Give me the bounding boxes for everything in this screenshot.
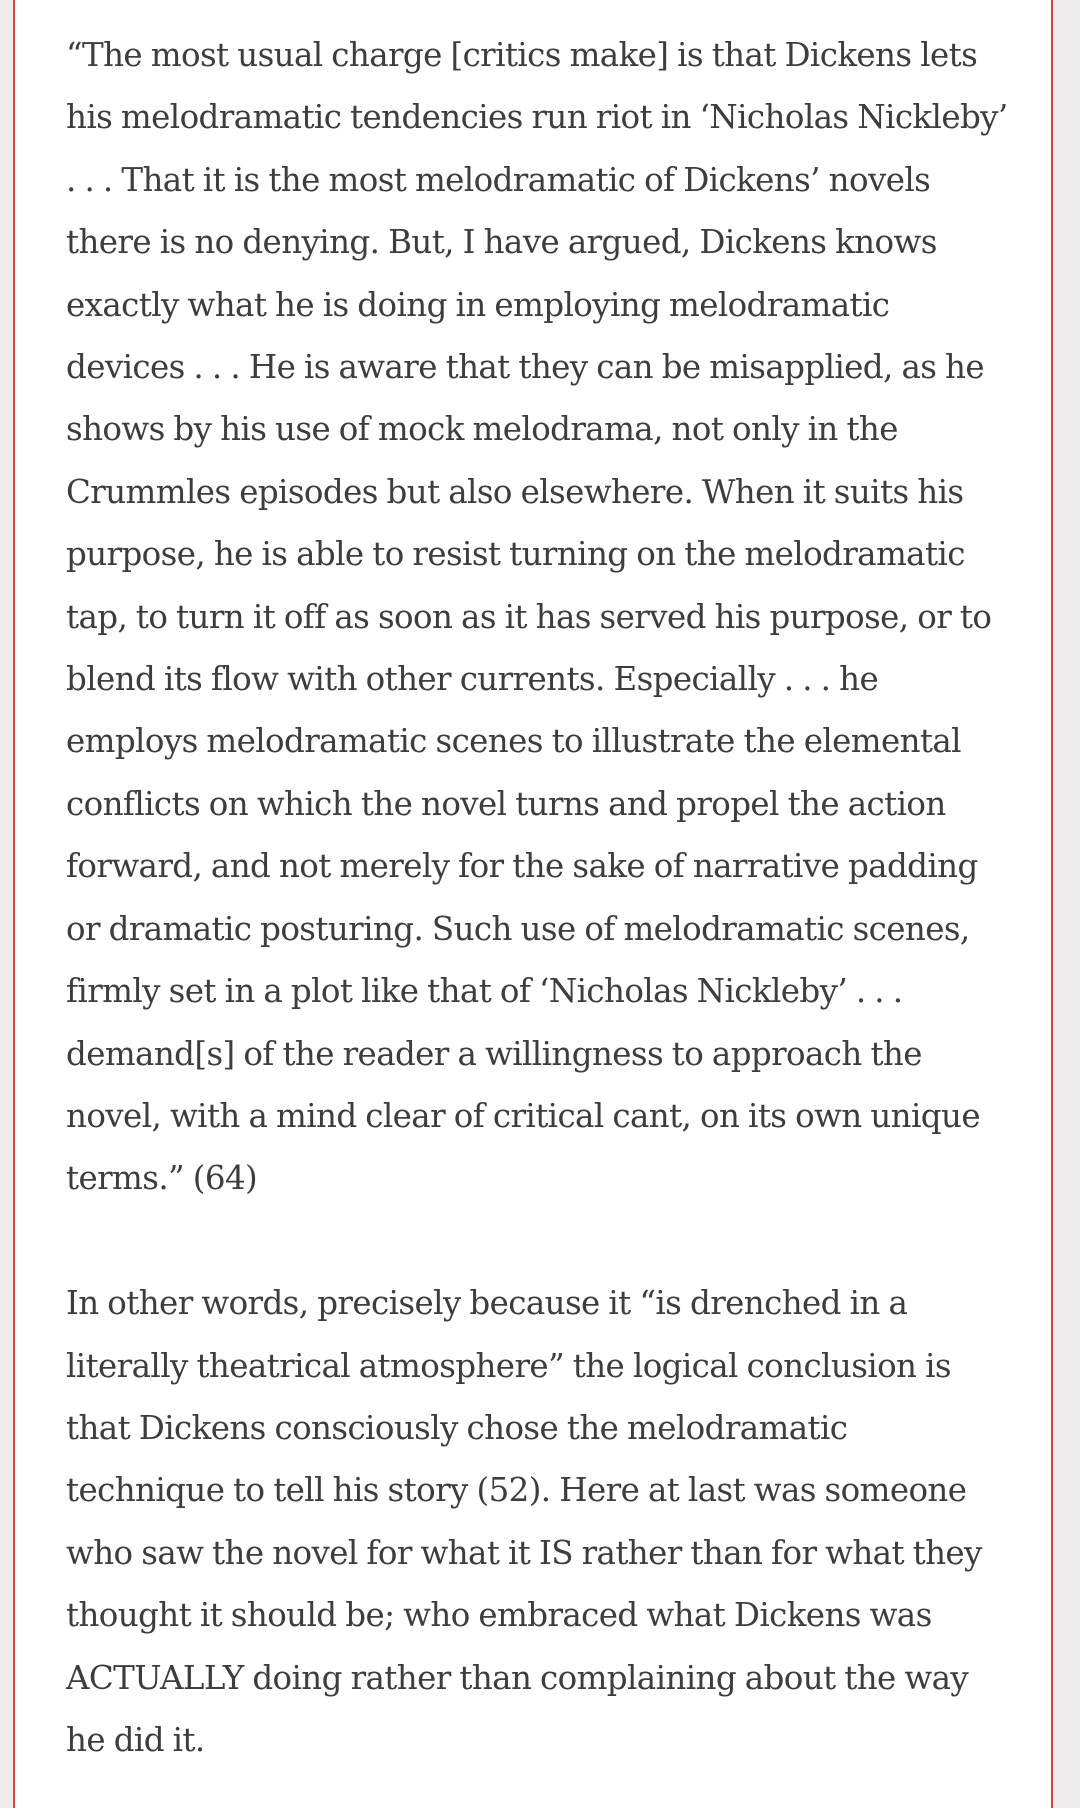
text-line: or dramatic posturing. Such use of melodramatic scenes, bbox=[66, 909, 970, 948]
text-line: that Dickens consciously chose the melodramatic bbox=[66, 1408, 848, 1447]
article-content bbox=[66, 24, 1026, 1771]
text-line: novel, with a mind clear of critical cant, on its own unique bbox=[66, 1096, 980, 1135]
text-line: ACTUALLY doing rather than complaining about the way bbox=[66, 1658, 969, 1697]
block-quote bbox=[66, 24, 1026, 1210]
text-line: blend its flow with other currents. Especially . . . he bbox=[66, 660, 879, 699]
text-line: he did it. bbox=[66, 1720, 205, 1759]
text-line: exactly what he is doing in employing melodramatic bbox=[66, 285, 890, 324]
text-line: purpose, he is able to resist turning on the melodramatic bbox=[66, 535, 965, 574]
text-line: shows by his use of mock melodrama, not only in the bbox=[66, 410, 898, 449]
text-line: terms.” (64) bbox=[66, 1159, 258, 1198]
text-line: thought it should be; who embraced what Dickens was bbox=[66, 1596, 932, 1635]
body-paragraph bbox=[66, 1272, 1026, 1771]
text-line: his melodramatic tendencies run riot in ‘Nicholas Nickleby’ bbox=[66, 98, 1008, 137]
text-line: firmly set in a plot like that of ‘Nicholas Nickleby’ . . . bbox=[66, 972, 903, 1011]
text-line: who saw the novel for what it IS rather than for what they bbox=[66, 1533, 982, 1572]
text-line: Crummles episodes but also elsewhere. When it suits his bbox=[66, 472, 964, 511]
text-line: there is no denying. But, I have argued, Dickens knows bbox=[66, 223, 937, 262]
text-line: demand[s] of the reader a willingness to approach the bbox=[66, 1034, 922, 1073]
text-line: literally theatrical atmosphere” the logical conclusion is bbox=[66, 1346, 951, 1385]
text-line: “The most usual charge [critics make] is that Dickens lets bbox=[66, 36, 978, 74]
text-line: In other words, precisely because it “is drenched in a bbox=[66, 1284, 908, 1323]
text-line: technique to tell his story (52). Here at last was someone bbox=[66, 1471, 967, 1510]
text-line: forward, and not merely for the sake of narrative padding bbox=[66, 847, 978, 886]
text-line: employs melodramatic scenes to illustrate the elemental bbox=[66, 722, 961, 761]
text-line: devices . . . He is aware that they can be misapplied, as he bbox=[66, 348, 985, 387]
text-line: tap, to turn it off as soon as it has served his purpose, or to bbox=[66, 597, 992, 636]
article-card bbox=[13, 0, 1053, 1808]
text-line: . . . That it is the most melodramatic of Dickens’ novels bbox=[66, 160, 931, 199]
text-line: conflicts on which the novel turns and propel the action bbox=[66, 784, 946, 823]
